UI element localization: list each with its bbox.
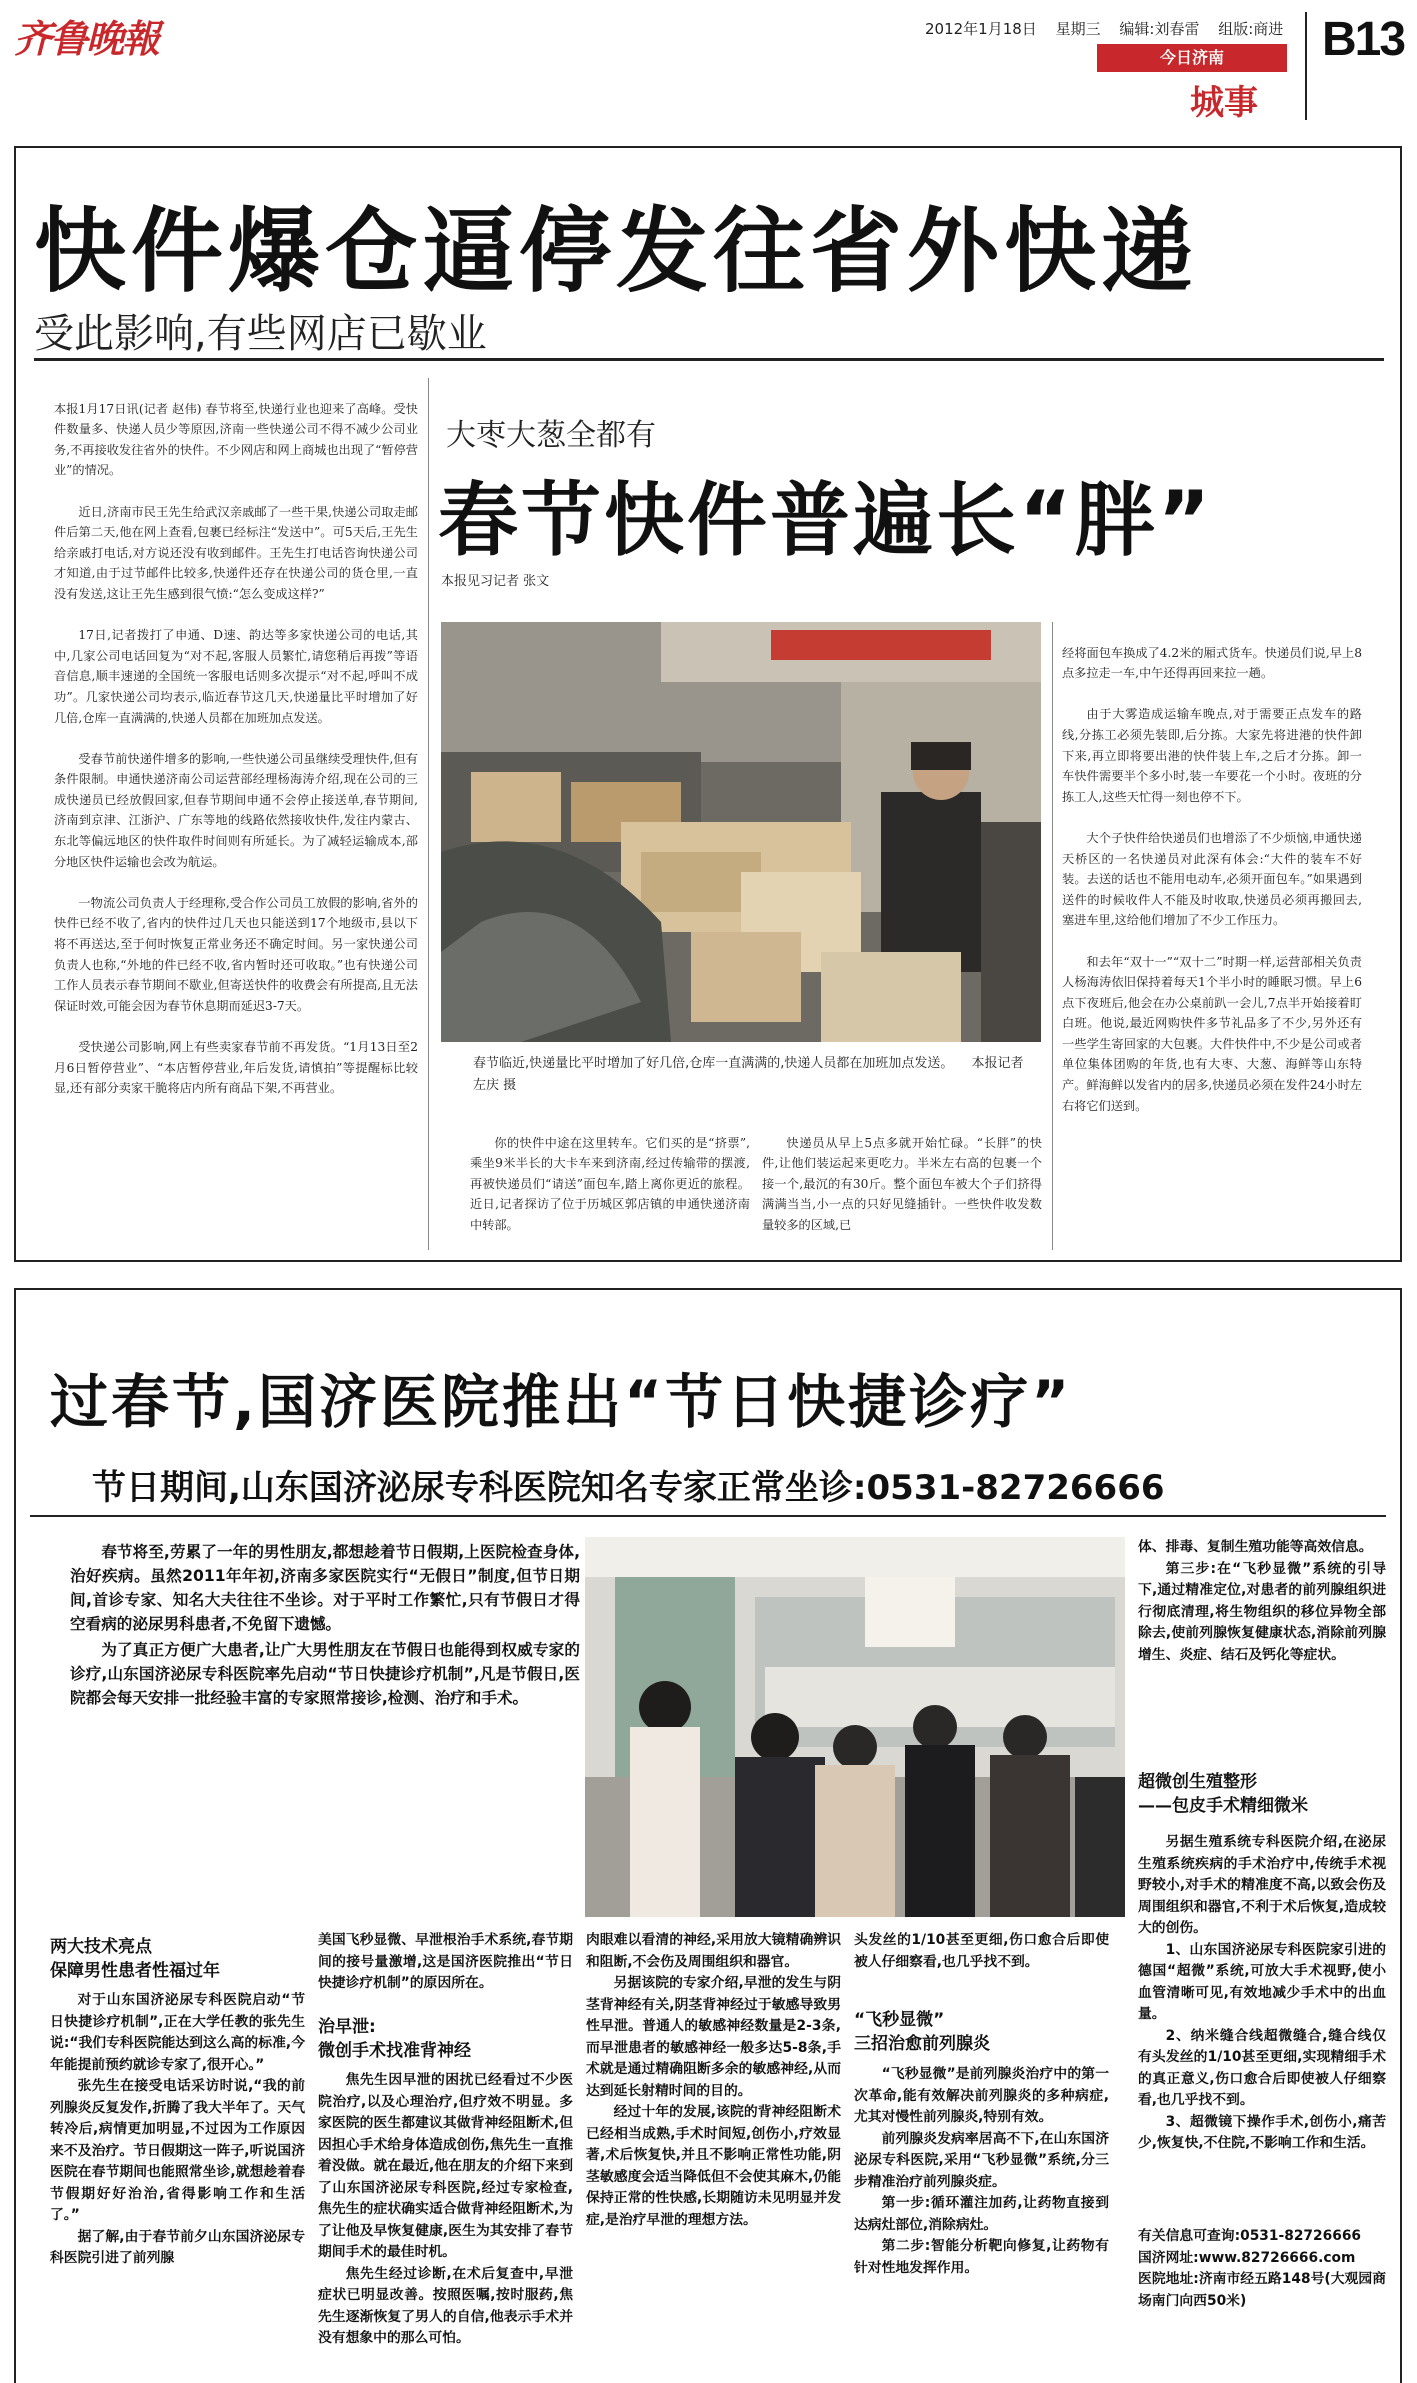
paragraph: 3、超微镜下操作手术,创伤小,痛苦少,恢复快,不住院,不影响工作和生活。 [1138,2113,1386,2151]
inner-kicker: 大枣大葱全都有 [446,418,656,453]
ad-mid2-column [586,1930,841,2375]
paragraph: 受春节前快递件增多的影响,一些快递公司虽继续受理快件,但有条件限制。申通快递济南公司运营部经理杨海涛介绍,现在公司的三成快递员已经放假回家,但春节期间申通不会停止接送单,春节期间,济南到京津、江浙沪、广东等地的线路依然接收快件,发往内蒙古、东北等偏远地区的快件取件时间则有所延长。为了减轻运输成本,部分地区快件运输也会改为航运。 [54,751,418,869]
header-divider [1305,12,1307,120]
column-rule [1052,622,1053,1250]
paragraph: 张先生在接受电话采访时说,“我的前列腺炎反复发作,折腾了我大半年了。天气转冷后,病情更加明显,不过因为工作原因来不及治疗。节日假期这一阵子,听说国济医院在春节期间也能照常坐诊,就想趁着春节假期好好治治,省得影响工作和生活了。” [50,2078,305,2223]
ad-mid1-heading: 治早泄: 微创手术找准背神经 [318,2017,471,2061]
paragraph: 快递员从早上5点多就开始忙碌。“长胖”的快件,让他们装运起来更吃力。半米左右高的包裹一个接一个,最沉的有30斤。整个面包车被大个子们挤得满满当当,小一点的只好见缝插针。一些快件收发数量较多的区域,已 [762,1135,1042,1232]
hotline-number: 0531-82726666 [1240,2228,1362,2244]
clinic-photo [585,1537,1125,1917]
paragraph: 一物流公司负责人于经理称,受合作公司员工放假的影响,省外的快件已经不收了,省内的快件过几天也只能送到17个地级市,县以下将不再送达,至于何时恢复正常业务还不确定时间。另一家快递公司负责人也称,“外地的件已经不收,省内暂时还可收取。”也有快递公司工作人员表示春节期间不歇业,但寄送快件的收费会有所提高,且无法保证时效,可能会因为春节休息期而延迟3-7天。 [54,895,418,1013]
paragraph: 第二步:智能分析靶向修复,让药物有针对性地发挥作用。 [854,2238,1109,2276]
paragraph: 美国飞秒显微、早泄根治手术系统,春节期间的接号量激增,这是国济医院推出“节日快捷诊疗机制”的原因所在。 [318,1932,573,1991]
page-number: B13 [1322,13,1405,66]
headline-rule [34,358,1384,361]
inner-headline: 春节快件普遍长“胖” [438,474,1214,567]
paragraph: 近日,济南市民王先生给武汉亲戚邮了一些干果,快递公司取走邮件后第二天,他在网上查看,包裹已经标注“发送中”。可5天后,王先生给亲戚打电话,对方说还没有收到邮件。王先生打电话咨询快递公司才知道,由于过节邮件比较多,快递件还存在快递公司的货仓里,一直没有发送,这让王先生感到很气愤:“怎么变成这样?” [54,504,418,601]
caption-text: 春节临近,快递量比平时增加了好几倍,仓库一直满满的,快递人员都在加班加点发送。 [473,1056,954,1071]
paragraph: 春节将至,劳累了一年的男性朋友,都想趁着节日假期,上医院检查身体,治好疾病。虽然2011年年初,济南多家医院实行“无假日”制度,但节日期间,首诊专家、知名大夫往往不坐诊。对于平时工作繁忙,只有节假日才得空看病的泌尿男科患者,不免留下遗憾。 [70,1543,580,1633]
main-headline: 快件爆仓逼停发往省外快递 [34,198,1199,305]
warehouse-photo [441,622,1041,1042]
ad-contact [1138,2226,1386,2312]
paragraph: 受快递公司影响,网上有些卖家春节前不再发货。“1月13日至2月6日暂停营业”、“本店暂停营业,年后发货,请慎拍”等提醒标比较显,还有部分卖家干脆将店内所有商品下架,不再营业。 [54,1040,418,1096]
paragraph: 2、纳米缝合线超微缝合,缝合线仅有头发丝的1/10甚至更细,实现精细手术的真正意义,伤口愈合后即使被人仔细察看,也几乎找不到。 [1138,2027,1386,2108]
paragraph: 和去年“双十一”“双十二”时期一样,运营部相关负责人杨海涛依旧保持着每天1个半小时的睡眠习惯。早上6点下夜班后,他会在办公桌前趴一会儿,7点半开始接着盯白班。他说,最近网购快件多节礼品多了不少,另外还有一些学生寄回家的大包裹。大件快件中,不少是公司或者单位集体团购的年货,也有大枣、大葱、海鲜等山东特产。鲜海鲜以发省内的居多,快递员必须在发件24小时左右将它们送到。 [1062,954,1362,1113]
issue-meta [925,18,1297,39]
paragraph: 另据生殖系统专科医院介绍,在泌尿生殖系统疾病的手术治疗中,传统手术视野较小,对手术的精准度不高,以致会伤及周围组织和器官,不利于术后恢复,造成较大的创伤。 [1138,1834,1386,1936]
paragraph: 据了解,由于春节前夕山东国济泌尿专科医院引进了前列腺 [50,2228,305,2266]
paragraph: 第一步:循环灌注加药,让药物直接到达病灶部位,消除病灶。 [854,2195,1109,2233]
issue-weekday: 星期三 [1055,20,1101,38]
photo-credit: 本报记者 左庆 摄 [473,1056,1024,1093]
paragraph: 另据该院的专家介绍,早泄的发生与阴茎背神经有关,阴茎背神经过于敏感导致男性早泄。普通人的敏感神经数量是2-3条,而早泄患者的敏感神经一般多达5-8条,手术就是通过精确阻断多余的敏感神经,从而达到延长射精时间的目的。 [586,1975,841,2099]
editor-credit: 编辑:刘春雷 [1119,20,1200,38]
ad-right-column [1138,1832,1386,2217]
layout-credit: 组版:商进 [1218,20,1284,38]
paragraph: 焦先生经过诊断,在术后复查中,早泄症状已明显改善。按照医嘱,按时服药,焦先生逐渐恢复了男人的自信,他表示手术并没有想象中的那么可怕。 [318,2265,573,2346]
ad-headline: 过春节,国济医院推出“节日快捷诊疗” [50,1368,1073,1436]
paragraph: 肉眼难以看清的神经,采用放大镜精确辨识和阻断,不会伤及周围组织和器官。 [586,1932,841,1970]
paragraph: 1、山东国济泌尿专科医院家引进的德国“超微”系统,可放大手术视野,使小血管清晰可见,有效地减少手术中的出血量。 [1138,1941,1386,2022]
paragraph: 体、排毒、复制生殖功能等高效信息。 [1138,1539,1373,1555]
paragraph: 焦先生因早泄的困扰已经看过不少医院治疗,以及心理治疗,但疗效不明显。多家医院的医生都建议其做背神经阻断术,但因担心手术给身体造成创伤,焦先生一直推着没做。就在最近,他在朋友的介绍下来到了山东国济泌尿专科医院,经过专家检查,焦先生的症状确实适合做背神经阻断术,为了让他及早恢复健康,医生为其安排了春节期间手术的最佳时机。 [318,2072,573,2260]
hotline-label: 有关信息可查询: [1138,2228,1241,2244]
ad-right-top [1138,1537,1386,1767]
newspaper-masthead: 齐鲁晚報 [14,16,159,61]
ad-mid1-top [318,1930,573,2010]
section-name: 城事 [1190,83,1258,123]
inner-column-c [1062,622,1362,1252]
web-address: 国济网址:www.82726666.com [1138,2249,1356,2266]
paragraph: 本报1月17日讯(记者 赵伟) 春节将至,快递行业也迎来了高峰。受快件数量多、快递人员少等原因,济南一些快递公司不得不减少公司业务,不再接收发往省外的快件。不少网店和网上商城也出现了“暂停营业”的情况。 [54,401,418,478]
ad-mid3-column [854,2064,1109,2375]
ad-mid1-column [318,2070,573,2375]
paragraph: 前列腺炎发病率居高不下,在山东国济泌尿专科医院,采用“飞秒显微”系统,分三步精准治疗前列腺炎症。 [854,2130,1109,2190]
ad-lead [70,1540,580,1712]
ad-left-column [50,1990,305,2375]
inner-column-a [470,1112,750,1252]
street-address: 医院地址:济南市经五路148号(大观园商场南门向西50米) [1138,2271,1386,2309]
ad-mid3-heading: “飞秒显微” 三招治愈前列腺炎 [854,2010,990,2054]
main-story-column-1 [54,378,418,1258]
paragraph: 大个子快件给快递员们也增添了不少烦恼,申通快递天桥区的一名快递员对此深有体会:“大件的装车不好装。去送的话也不能用电动车,必须开面包车。”如果遇到送件的时候收件人不能及时收取,快递员必须再搬回去,塞进车里,这给他们增加了不少工作压力。 [1062,830,1362,928]
paragraph: “飞秒显微”是前列腺炎治疗中的第一次革命,能有效解决前列腺炎的多种病症,尤其对慢性前列腺炎,特别有效。 [854,2066,1109,2125]
column-rule [428,378,429,1250]
photo-caption [473,1053,1033,1097]
paragraph: 经将面包车换成了4.2米的厢式货车。快递员们说,早上8点多拉走一车,中午还得再回来拉一趟。 [1062,645,1362,681]
paragraph: 头发丝的1/10甚至更细,伤口愈合后即使被人仔细察看,也几乎找不到。 [854,1932,1109,1970]
inner-byline: 本报见习记者 张文 [441,574,550,589]
ad-subtitle: 节日期间,山东国济泌尿专科医院知名专家正常坐诊:0531-82726666 [92,1468,1165,1508]
ad-left-heading: 两大技术亮点 保障男性患者性福过年 [50,1937,220,1981]
issue-date: 2012年1月18日 [925,20,1037,38]
paragraph: 对于山东国济泌尿专科医院启动“节日快捷诊疗机制”,正在大学任教的张先生说:“我们专科医院能达到这么高的标准,今年能提前预约就诊专家了,很开心。” [50,1992,305,2073]
ad-mid3-top [854,1930,1109,2000]
paragraph: 经过十年的发展,该院的背神经阻断术已经相当成熟,手术时间短,创伤小,疗效显著,术后恢复快,并且不影响正常性功能,阴茎敏感度会适当降低但不会使其麻木,仍能保持正常的性快感,长期随访未见明显并发症,是治疗早泄的理想方法。 [586,2104,841,2228]
paragraph: 由于大雾造成运输车晚点,对于需要正点发车的路线,分拣工必须先装即,后分拣。大家先将进港的快件卸下来,再立即将要出港的快件装上车,之后才分拣。卸一车快件需要半个多小时,装一车要花一个小时。夜班的分拣工人,这些天忙得一刻也停不下。 [1062,707,1362,804]
inner-column-b [762,1112,1042,1252]
paragraph: 第三步:在“飞秒显微”系统的引导下,通过精准定位,对患者的前列腺组织进行彻底清理,将生物组织的移位异物全部除去,使前列腺恢复健康状态,消除前列腺增生、炎症、结石及钙化等症状。 [1138,1560,1386,1663]
ad-right-heading: 超微创生殖整形 ——包皮手术精细微米 [1138,1772,1308,1816]
paragraph: 17日,记者拨打了申通、D速、韵达等多家快递公司的电话,其中,几家公司电话回复为“对不起,客服人员繁忙,请您稍后再拨”等语音信息,顺丰速递的全国统一客服电话则多次提示“对不起,呼叫不成功”。几家快递公司均表示,临近春节这几天,快递量比平时增加了好几倍,仓库一直满满的,快递人员都在加班加点发送。 [54,628,418,725]
ad-rule [30,1515,1386,1517]
section-bar: 今日济南 [1097,44,1287,72]
paragraph: 你的快件中途在这里转车。它们买的是“挤票”,乘坐9米半长的大卡车来到济南,经过传输带的摆渡,再被快递员们“请送”面包车,踏上离你更近的旅程。近日,记者探访了位于历城区郭店镇的申通快递济南中转部。 [470,1135,750,1232]
paragraph: 为了真正方便广大患者,让广大男性朋友在节假日也能得到权威专家的诊疗,山东国济泌尿专科医院率先启动“节日快捷诊疗机制”,凡是节假日,医院都会每天安排一批经验丰富的专家照常接诊,检测、治疗和手术。 [70,1641,580,1707]
main-subhead: 受此影响,有些网店已歇业 [34,311,487,357]
